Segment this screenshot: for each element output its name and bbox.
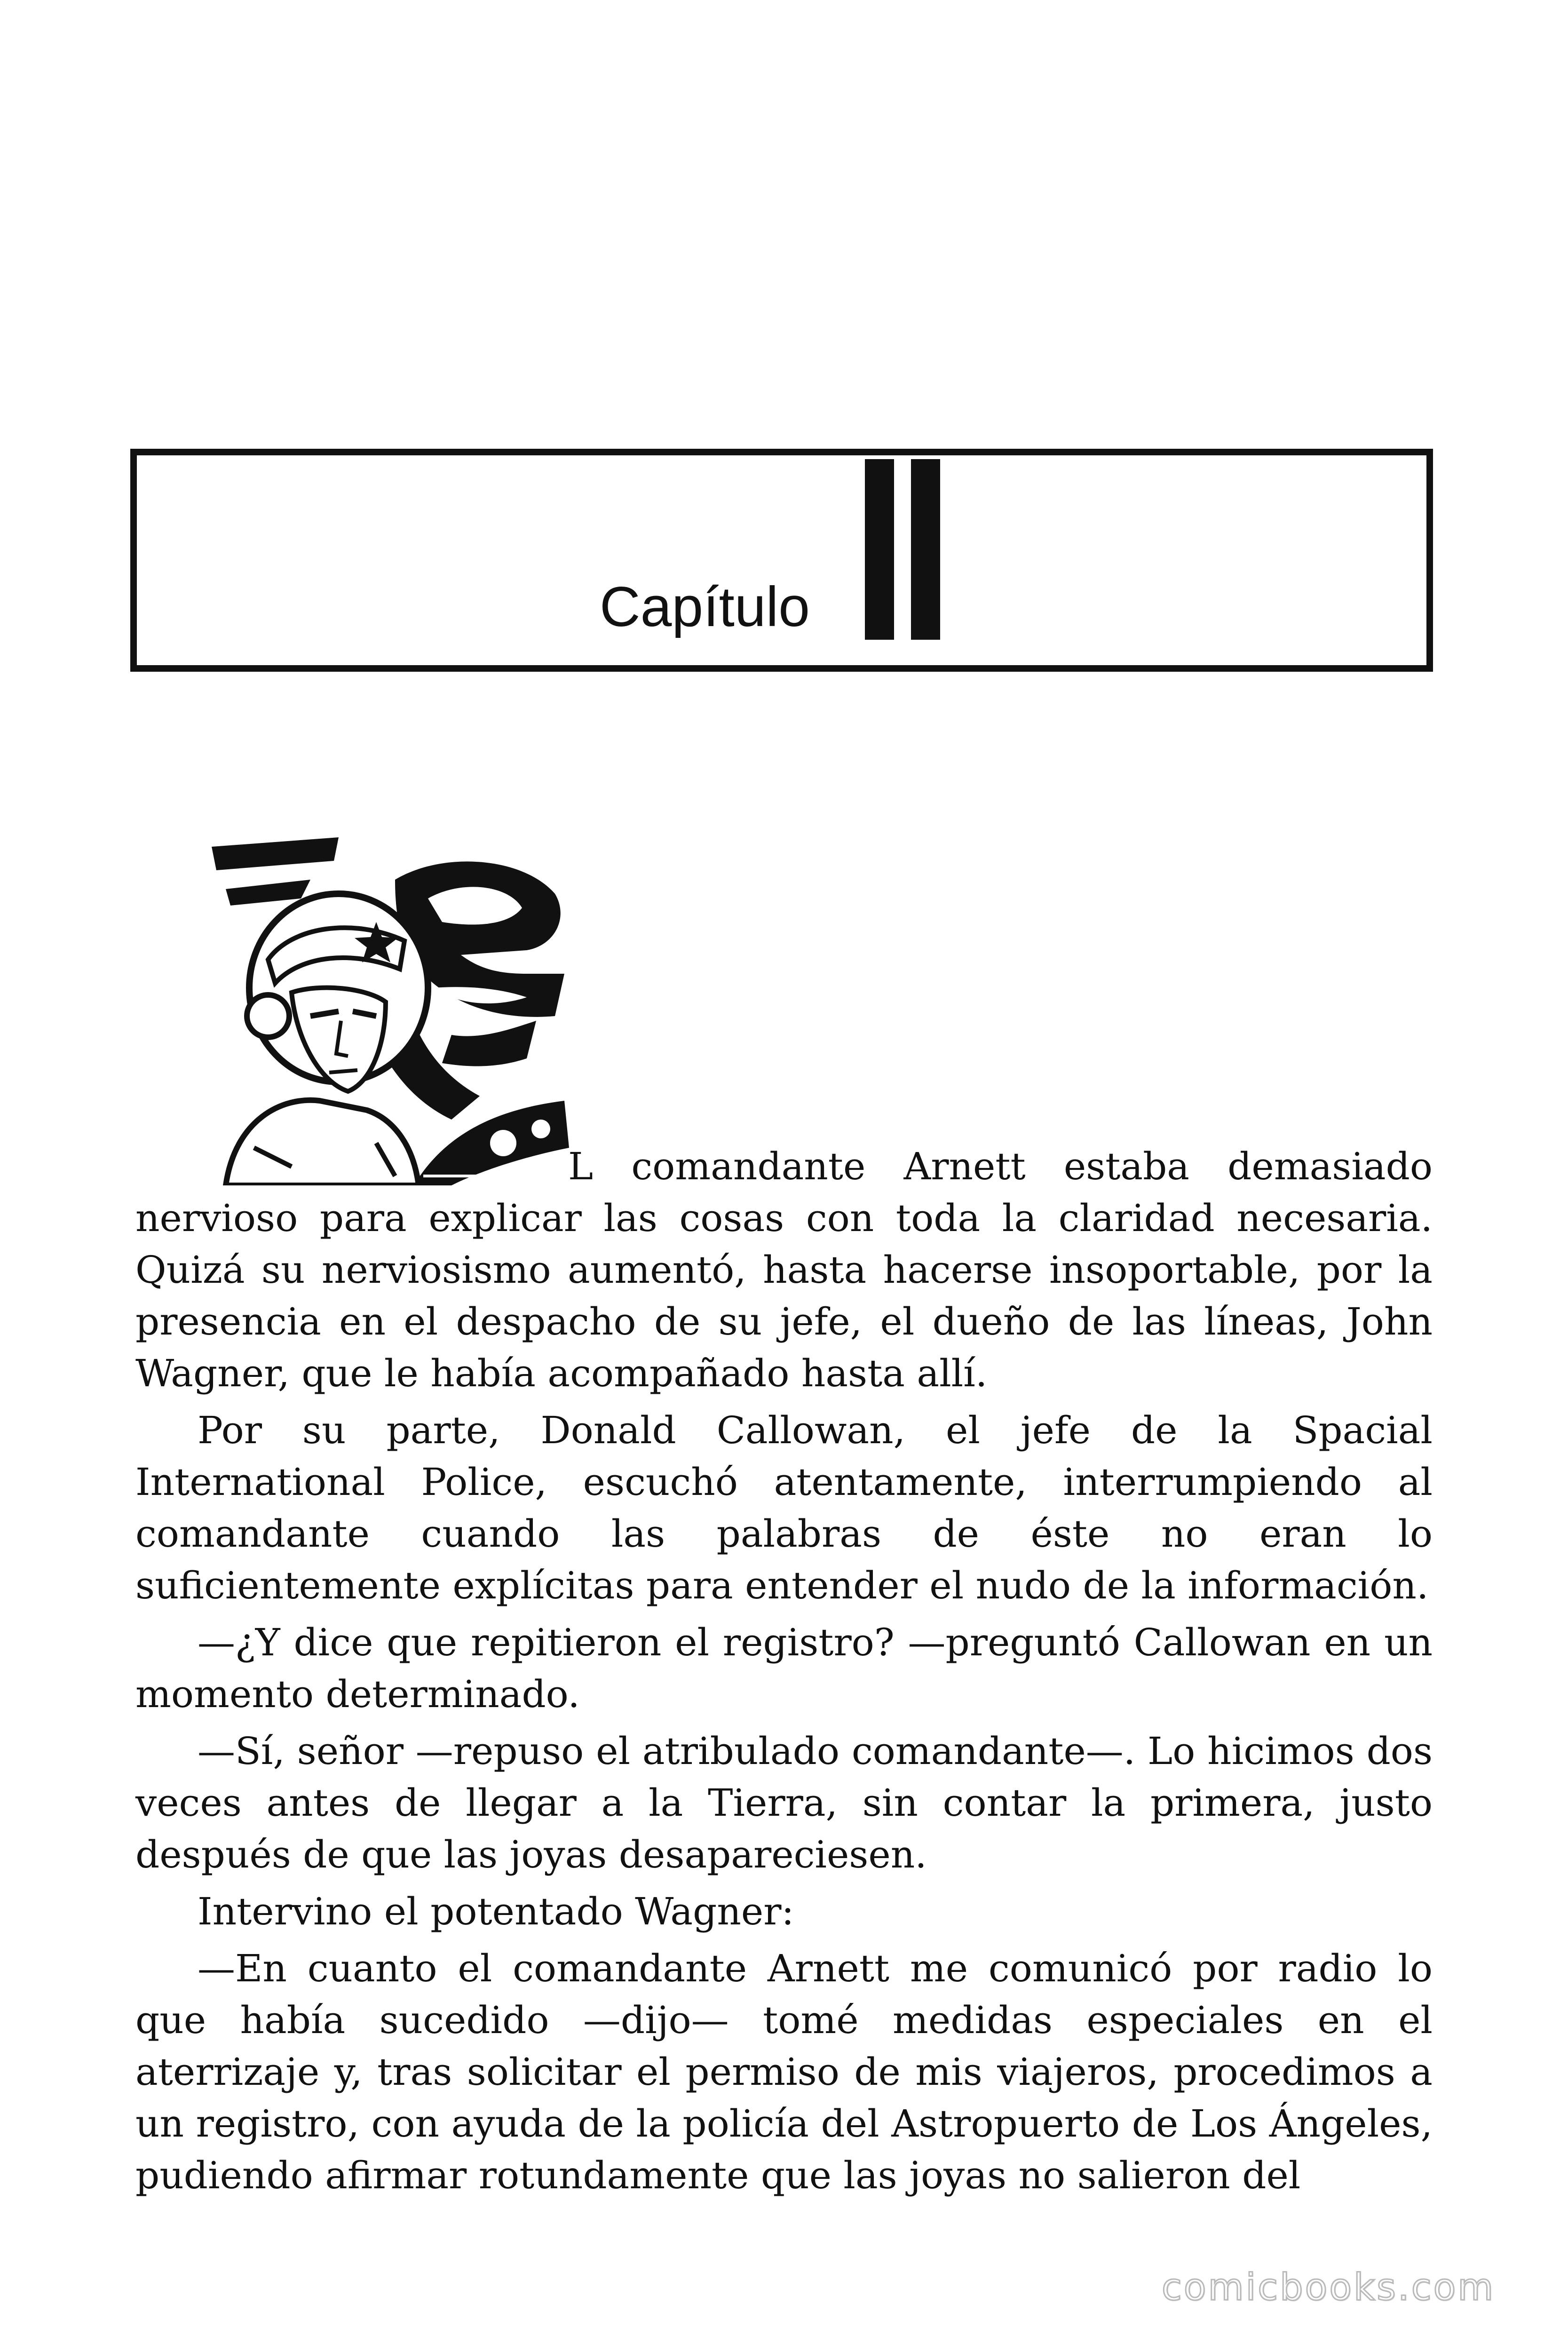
astronaut-illustration-icon (198, 818, 574, 1185)
chapter-body (135, 1141, 1433, 2207)
chapter-number (865, 459, 940, 640)
watermark: comicbooks.com (1162, 2266, 1496, 2309)
roman-numeral-stroke (865, 459, 894, 640)
paragraph: Por su parte, Donald Callowan, el jefe de la Spacial International Police, escuchó atentamente, interrumpiendo al comandante cuando las palabras de éste no eran lo suficientemente explícitas para entender el nudo de la información. (135, 1408, 1433, 1607)
chapter-heading-box (130, 449, 1433, 672)
paragraph: —¿Y dice que repitieron el registro? —preguntó Callowan en un momento determinado. (135, 1621, 1433, 1716)
paragraph: Intervino el potentado Wagner: (198, 1890, 794, 1933)
chapter-label: Capítulo (600, 575, 810, 638)
roman-numeral-stroke (911, 459, 940, 640)
paragraph: L comandante Arnett estaba demasiado nervioso para explicar las cosas con toda la claridad necesaria. Quizá su nerviosismo aumentó, hasta hacerse insoportable, por la presencia en el despacho de su jefe, el dueño de las líneas, John Wagner, que le había acompañado hasta allí. (135, 1144, 1433, 1395)
paragraph: —En cuanto el comandante Arnett me comunicó por radio lo que había sucedido —dijo— tomé medidas especiales en el aterrizaje y, tras solicitar el permiso de mis viajeros, procedimos a un registro, con ayuda de la policía del Astropuerto de Los Ángeles, pudiendo afirmar rotundamente que las joyas no salieron del (135, 1947, 1433, 2197)
paragraph: —Sí, señor —repuso el atribulado comandante—. Lo hicimos dos veces antes de llegar a la Tierra, sin contar la primera, justo después de que las joyas desapareciesen. (135, 1729, 1433, 1876)
